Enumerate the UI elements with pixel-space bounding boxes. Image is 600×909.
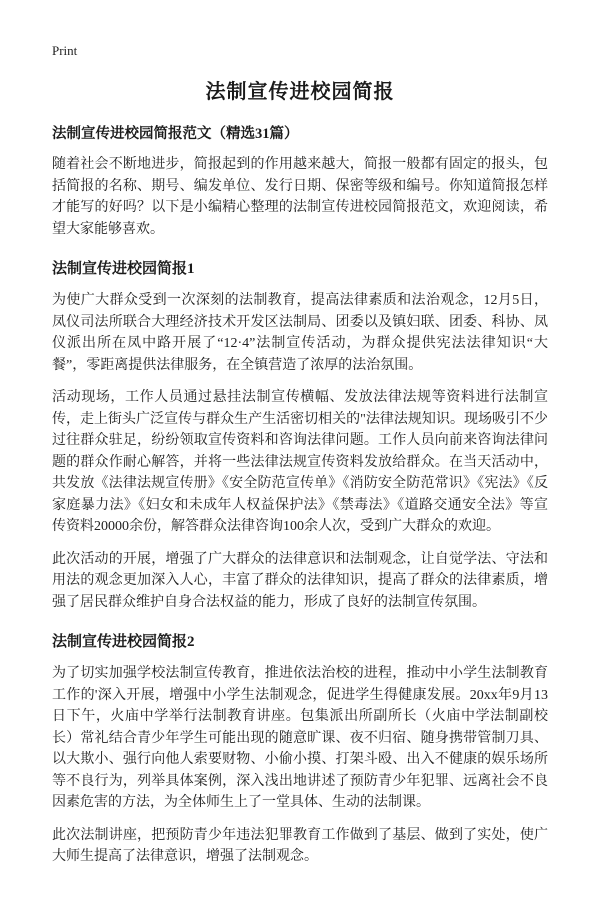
section-1-heading: 法制宣传进校园简报1 [52, 261, 195, 277]
intro-paragraph: 随着社会不断地进步，简报起到的作用越来越大，简报一般都有固定的报头，包括简报的名称、期号、编发单位、发行日期、保密等级和编号。你知道简报怎样才能写的好吗？以下是小编精心整理的法制宣传进校园简报范文，欢迎阅读，希望大家能够喜欢。 [52, 157, 548, 237]
section-1-paragraph: 此次活动的开展，增强了广大群众的法律意识和法制观念，让自觉学法、守法和用法的观念更加深入人心，丰富了群众的法律知识，提高了群众的法律素质，增强了居民群众维护自身合法权益的能力，形成了良好的法制宣传氛围。 [52, 551, 548, 610]
section-1-paragraph: 为使广大群众受到一次深刻的法制教育，提高法律素质和法治观念，12月5日，凤仪司法所联合大理经济技术开发区法制局、团委以及镇妇联、团委、科协、凤仪派出所在凤中路开展了“12·4”法制宣传活动，为群众提供宪法法律知识“大餐”，零距离提供法律服务，在全镇营造了浓厚的法治氛围。 [52, 293, 548, 373]
section-2-paragraph: 此次法制讲座，把预防青少年违法犯罪教育工作做到了基层、做到了实处，使广大师生提高了法律意识，增强了法制观念。 [52, 827, 548, 864]
section-1-paragraph: 活动现场，工作人员通过悬挂法制宣传横幅、发放法律法规等资料进行法制宣传，走上街头广泛宣传与群众生产生活密切相关的"法律法规知识。现场吸引不少过往群众驻足，纷纷领取宣传资料和咨询法律问题。工作人员向前来咨询法律问题的群众作耐心解答，并将一些法律法规宣传资料发放给群众。在当天活动中，共发放《法律法规宣传册》《安全防范宣传单》《消防安全防范常识》《宪法》《反家庭暴力法》《妇女和未成年人权益保护法》《禁毒法》《道路交通安全法》等宣传资料20000余份，解答群众法律咨询100余人次，受到广大群众的欢迎。 [52, 390, 548, 534]
print-link[interactable]: Print [52, 43, 78, 58]
section-2-paragraph: 为了切实加强学校法制宣传教育，推进依法治校的进程，推动中小学生法制教育工作的'深入开展，增强中小学生法制观念，促进学生得健康发展。20xx年9月13日下午，火庙中学举行法制教育讲座。包集派出所副所长（火庙中学法制副校长）常礼结合青少年学生可能出现的随意旷课、夜不归宿、随身携带管制刀具、以大欺小、强行向他人索要财物、小偷小摸、打架斗殴、出入不健康的娱乐场所等不良行为，列举具体案例，深入浅出地讲述了预防青少年犯罪、远离社会不良因素危害的方法，为全体师生上了一堂具体、生动的法制课。 [52, 666, 548, 810]
section-2-heading: 法制宣传进校园简报2 [52, 634, 195, 650]
page-title: 法制宣传进校园简报 [205, 81, 395, 103]
document-subtitle: 法制宣传进校园简报范文（精选31篇） [52, 126, 299, 142]
